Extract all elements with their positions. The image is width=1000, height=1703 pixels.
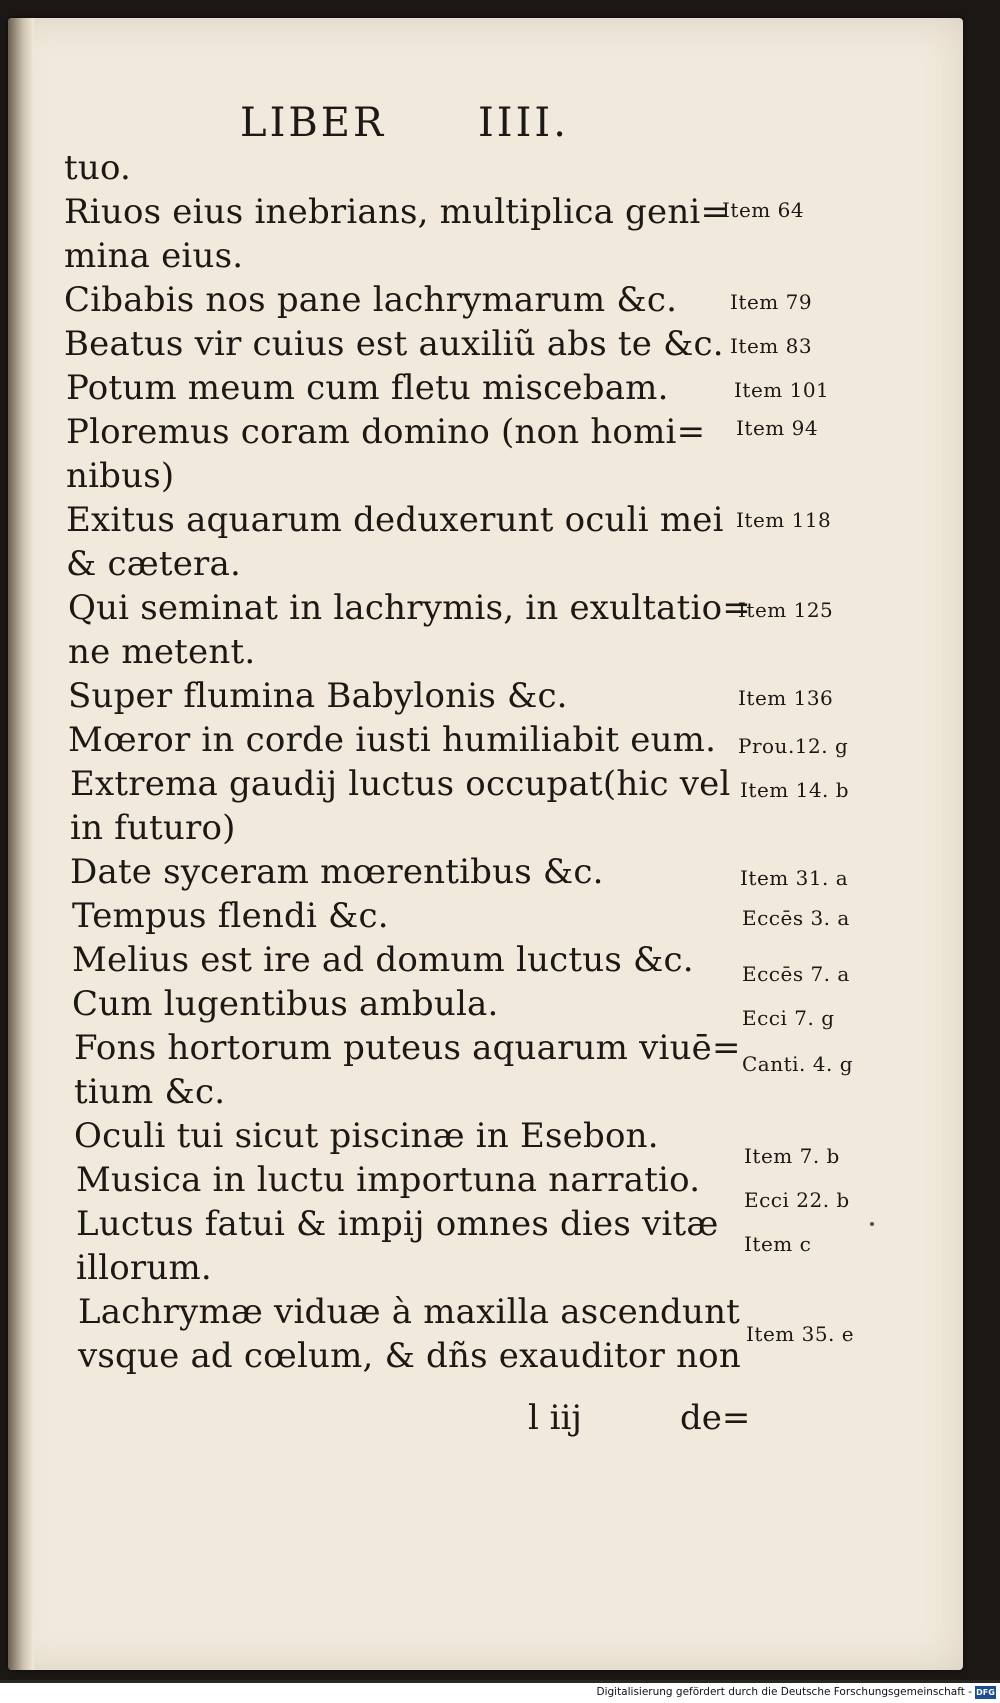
text-line: Mœror in corde iusti humiliabit eum. — [68, 720, 717, 760]
margin-reference: Item 101 — [734, 378, 830, 402]
ink-speck — [870, 1222, 874, 1226]
text-line: Lachrymæ viduæ à maxilla ascendunt — [78, 1292, 741, 1332]
text-line: & cætera. — [66, 544, 241, 584]
margin-reference: Item 7. b — [744, 1144, 840, 1168]
margin-reference: Eccēs 7. a — [742, 962, 850, 986]
catchword: de= — [680, 1398, 751, 1438]
margin-reference: Item 35. e — [746, 1322, 855, 1346]
text-line: nibus) — [66, 456, 175, 496]
digitization-credit-bar — [0, 1683, 1000, 1703]
text-line: mina eius. — [64, 236, 244, 276]
text-line: Date syceram mœrentibus &c. — [70, 852, 604, 892]
text-line: tuo. — [64, 148, 132, 188]
text-line: Melius est ire ad domum luctus &c. — [72, 940, 694, 980]
text-line: tium &c. — [74, 1072, 226, 1112]
margin-reference: Item 31. a — [740, 866, 849, 890]
text-line: Beatus vir cuius est auxiliũ abs te &c. — [64, 324, 724, 364]
margin-reference: Item 79 — [730, 290, 813, 314]
text-line: vsque ad cœlum, & dñs exauditor non — [78, 1336, 741, 1376]
text-line: ne metent. — [68, 632, 256, 672]
text-line: Cum lugentibus ambula. — [72, 984, 499, 1024]
digitization-credit: Digitalisierung gefördert durch die Deutsche Forschungsgemeinschaft - — [596, 1686, 972, 1698]
margin-reference: Eccēs 3. a — [742, 906, 850, 930]
text-line: Super flumina Babylonis &c. — [68, 676, 568, 716]
text-line: Riuos eius inebrians, multiplica geni= — [64, 192, 730, 232]
text-line: Extrema gaudij luctus occupat(hic vel — [70, 764, 731, 804]
text-line: Fons hortorum puteus aquarum viuē= — [74, 1028, 741, 1068]
text-line: Ploremus coram domino (non homi= — [66, 412, 706, 452]
margin-reference: Item 118 — [736, 508, 832, 532]
margin-reference: Item c — [744, 1232, 812, 1256]
text-line: Luctus fatui & impij omnes dies vitæ — [76, 1204, 719, 1244]
margin-reference: Prou.12. g — [738, 734, 849, 758]
margin-reference: Item 83 — [730, 334, 813, 358]
text-line: Cibabis nos pane lachrymarum &c. — [64, 280, 678, 320]
dfg-logo: DFG — [976, 1688, 995, 1697]
margin-reference: Item 136 — [738, 686, 834, 710]
page-spine-shadow — [8, 18, 34, 1670]
margin-reference: Canti. 4. g — [742, 1052, 853, 1076]
margin-reference: Item 125 — [738, 598, 834, 622]
margin-reference: Ecci 22. b — [744, 1188, 850, 1212]
running-head-number: IIII. — [478, 100, 569, 146]
margin-reference: Item 94 — [736, 416, 819, 440]
text-line: Oculi tui sicut piscinæ in Esebon. — [74, 1116, 659, 1156]
signature-mark: l iij — [528, 1398, 582, 1438]
margin-reference: Ecci 7. g — [742, 1006, 835, 1030]
text-line: in futuro) — [70, 808, 236, 848]
margin-reference: Item 14. b — [740, 778, 850, 802]
running-head-label: LIBER — [240, 100, 387, 146]
text-line: Qui seminat in lachrymis, in exultatio= — [68, 588, 751, 628]
text-line: Exitus aquarum deduxerunt oculi mei — [66, 500, 724, 540]
text-line: Tempus flendi &c. — [72, 896, 389, 936]
text-line: Musica in luctu importuna narratio. — [76, 1160, 701, 1200]
text-line: illorum. — [76, 1248, 212, 1288]
text-line: Potum meum cum fletu miscebam. — [66, 368, 669, 408]
margin-reference: Item 64 — [722, 198, 805, 222]
